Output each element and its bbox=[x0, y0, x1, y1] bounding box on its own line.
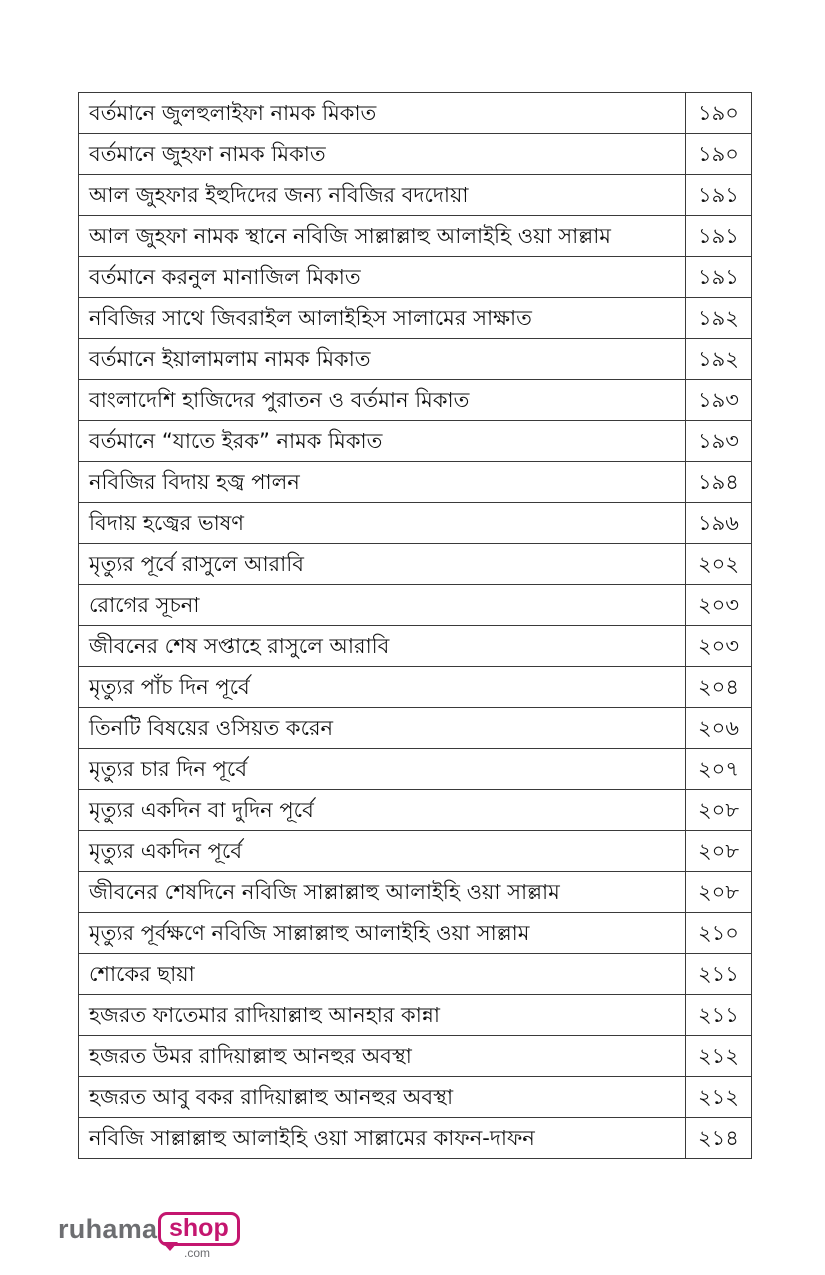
entry-title: তিনটি বিষয়ের ওসিয়ত করেন bbox=[79, 708, 686, 749]
ruhamashop-logo bbox=[58, 1212, 258, 1260]
entry-page-number: ২১০ bbox=[686, 913, 752, 954]
table-row bbox=[79, 257, 752, 298]
entry-page-number: ২০৩ bbox=[686, 626, 752, 667]
entry-page-number: ১৯০ bbox=[686, 93, 752, 134]
table-row bbox=[79, 913, 752, 954]
entry-title: বর্তমানে ইয়ালামলাম নামক মিকাত bbox=[79, 339, 686, 380]
entry-page-number: ১৯০ bbox=[686, 134, 752, 175]
entry-title: নবিজির বিদায় হজ্ব পালন bbox=[79, 462, 686, 503]
entry-page-number: ১৯২ bbox=[686, 339, 752, 380]
entry-page-number: ২১১ bbox=[686, 995, 752, 1036]
table-row bbox=[79, 667, 752, 708]
entry-title: বর্তমানে জুলহুলাইফা নামক মিকাত bbox=[79, 93, 686, 134]
entry-page-number: ২১২ bbox=[686, 1077, 752, 1118]
table-row bbox=[79, 995, 752, 1036]
logo-speech-bubble bbox=[158, 1212, 240, 1246]
entry-page-number: ১৯৬ bbox=[686, 503, 752, 544]
entry-title: বাংলাদেশি হাজিদের পুরাতন ও বর্তমান মিকাত bbox=[79, 380, 686, 421]
table-row bbox=[79, 626, 752, 667]
entry-title: মৃত্যুর পাঁচ দিন পূর্বে bbox=[79, 667, 686, 708]
entry-page-number: ২১৪ bbox=[686, 1118, 752, 1159]
table-row bbox=[79, 1118, 752, 1159]
table-row bbox=[79, 1077, 752, 1118]
entry-title: মৃত্যুর পূর্বে রাসুলে আরাবি bbox=[79, 544, 686, 585]
table-row bbox=[79, 1036, 752, 1077]
entry-page-number: ২০২ bbox=[686, 544, 752, 585]
entry-page-number: ২০৭ bbox=[686, 749, 752, 790]
logo-domain: .com bbox=[184, 1246, 211, 1260]
table-row bbox=[79, 175, 752, 216]
entry-page-number: ২০৬ bbox=[686, 708, 752, 749]
entry-title: রোগের সূচনা bbox=[79, 585, 686, 626]
table-row bbox=[79, 749, 752, 790]
table-row bbox=[79, 298, 752, 339]
entry-title: মৃত্যুর পূর্বক্ষণে নবিজি সাল্লাল্লাহু আলাইহি ওয়া সাল্লাম bbox=[79, 913, 686, 954]
entry-page-number: ১৯১ bbox=[686, 175, 752, 216]
table-row bbox=[79, 93, 752, 134]
table-row bbox=[79, 462, 752, 503]
table-row bbox=[79, 954, 752, 995]
table-row bbox=[79, 216, 752, 257]
entry-page-number: ১৯১ bbox=[686, 257, 752, 298]
entry-page-number: ২০৪ bbox=[686, 667, 752, 708]
entry-title: মৃত্যুর চার দিন পূর্বে bbox=[79, 749, 686, 790]
entry-title: নবিজির সাথে জিবরাইল আলাইহিস সালামের সাক্ষাত bbox=[79, 298, 686, 339]
entry-title: আল জুহফার ইহুদিদের জন্য নবিজির বদদোয়া bbox=[79, 175, 686, 216]
table-row bbox=[79, 872, 752, 913]
table-row bbox=[79, 421, 752, 462]
entry-page-number: ১৯৪ bbox=[686, 462, 752, 503]
entry-page-number: ১৯২ bbox=[686, 298, 752, 339]
entry-page-number: ২০৮ bbox=[686, 790, 752, 831]
logo-word: ruhama bbox=[58, 1214, 158, 1244]
entry-title: আল জুহফা নামক স্থানে নবিজি সাল্লাল্লাহু আলাইহি ওয়া সাল্লাম bbox=[79, 216, 686, 257]
entry-page-number: ২১২ bbox=[686, 1036, 752, 1077]
table-row bbox=[79, 585, 752, 626]
table-row bbox=[79, 503, 752, 544]
logo-highlight: shop bbox=[169, 1214, 229, 1242]
table-row bbox=[79, 339, 752, 380]
entry-title: হজরত আবু বকর রাদিয়াল্লাহু আনহুর অবস্থা bbox=[79, 1077, 686, 1118]
entry-title: শোকের ছায়া bbox=[79, 954, 686, 995]
entry-title: হজরত উমর রাদিয়াল্লাহু আনহুর অবস্থা bbox=[79, 1036, 686, 1077]
entry-title: বিদায় হজ্বের ভাষণ bbox=[79, 503, 686, 544]
entry-title: বর্তমানে জুহফা নামক মিকাত bbox=[79, 134, 686, 175]
entry-page-number: ১৯৩ bbox=[686, 421, 752, 462]
entry-page-number: ১৯৩ bbox=[686, 380, 752, 421]
entry-page-number: ২০৮ bbox=[686, 872, 752, 913]
table-row bbox=[79, 831, 752, 872]
table-row bbox=[79, 544, 752, 585]
entry-page-number: ২১১ bbox=[686, 954, 752, 995]
entry-title: বর্তমানে করনুল মানাজিল মিকাত bbox=[79, 257, 686, 298]
entry-title: জীবনের শেষদিনে নবিজি সাল্লাল্লাহু আলাইহি ওয়া সাল্লাম bbox=[79, 872, 686, 913]
table-row bbox=[79, 134, 752, 175]
entry-title: হজরত ফাতেমার রাদিয়াল্লাহু আনহার কান্না bbox=[79, 995, 686, 1036]
entry-title: নবিজি সাল্লাল্লাহু আলাইহি ওয়া সাল্লামের কাফন-দাফন bbox=[79, 1118, 686, 1159]
entry-page-number: ২০৮ bbox=[686, 831, 752, 872]
entry-title: মৃত্যুর একদিন পূর্বে bbox=[79, 831, 686, 872]
table-row bbox=[79, 790, 752, 831]
table-of-contents bbox=[78, 92, 752, 1159]
table-row bbox=[79, 380, 752, 421]
entry-title: মৃত্যুর একদিন বা দুদিন পূর্বে bbox=[79, 790, 686, 831]
speech-bubble-tail-icon bbox=[162, 1242, 178, 1251]
table-row bbox=[79, 708, 752, 749]
entry-title: জীবনের শেষ সপ্তাহে রাসুলে আরাবি bbox=[79, 626, 686, 667]
entry-page-number: ২০৩ bbox=[686, 585, 752, 626]
entry-title: বর্তমানে “যাতে ইরক” নামক মিকাত bbox=[79, 421, 686, 462]
entry-page-number: ১৯১ bbox=[686, 216, 752, 257]
